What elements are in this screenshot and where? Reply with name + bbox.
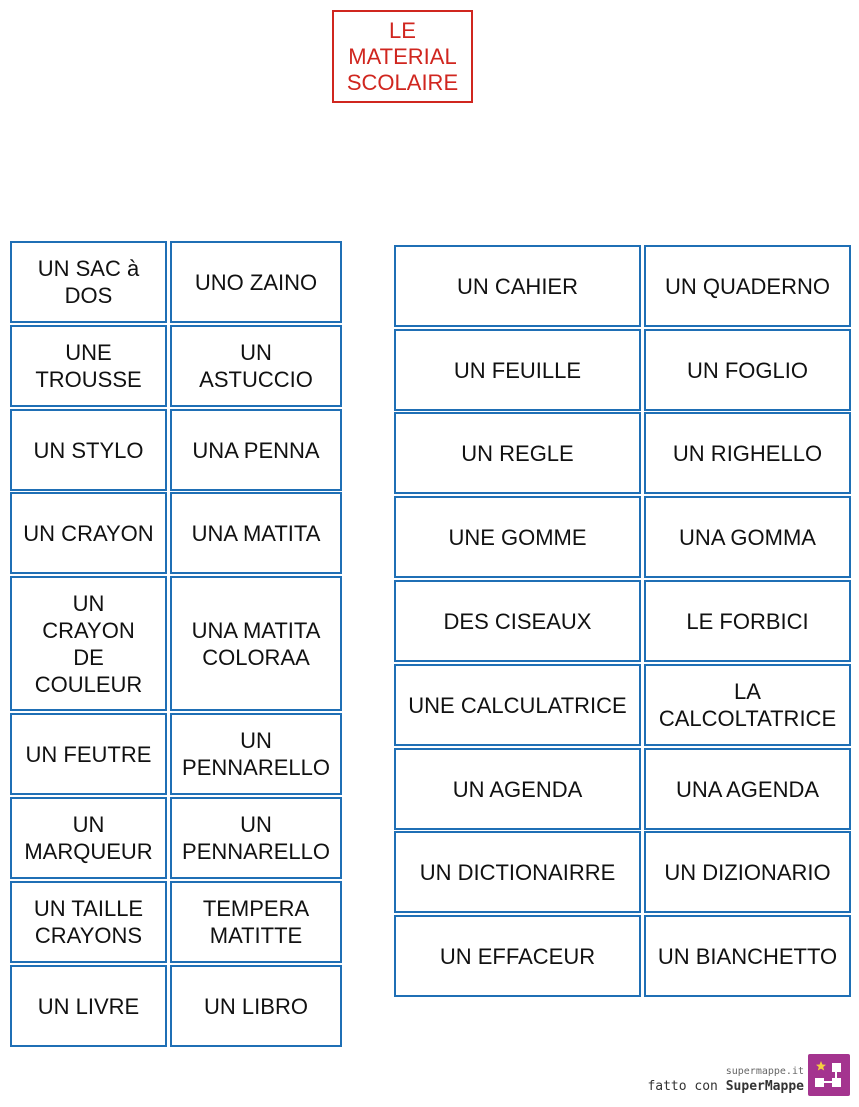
card-text-line: MATITTE xyxy=(209,923,303,948)
card-italian xyxy=(644,329,851,411)
card-french xyxy=(394,496,641,578)
card-text-line: UN BIANCHETTO xyxy=(657,943,838,969)
card-text-line: LE FORBICI xyxy=(686,608,809,634)
card-text-line: TEMPERA xyxy=(202,896,310,921)
card-text-line: UN LIVRE xyxy=(37,993,140,1019)
card-text-line: UN FEUILLE xyxy=(453,357,582,383)
card-italian xyxy=(644,748,851,830)
card-italian xyxy=(170,965,342,1047)
card-italian xyxy=(170,492,342,574)
card-italian xyxy=(170,881,342,963)
card-text-line: UN CAHIER xyxy=(456,273,578,299)
footer-brand: SuperMappe xyxy=(725,1079,804,1094)
card-text-line: DOS xyxy=(64,283,113,308)
card-text-line: UNO ZAINO xyxy=(194,269,318,295)
card-text-line: UN xyxy=(240,812,272,837)
supermappe-logo-icon xyxy=(808,1054,850,1096)
card-text-line: LA xyxy=(734,679,761,704)
card-text-line: UN STYLO xyxy=(33,437,144,463)
footer-credit xyxy=(640,1066,804,1096)
card-text-line: UN xyxy=(240,728,272,753)
card-italian xyxy=(644,580,851,662)
card-text-line: UN xyxy=(72,812,105,837)
card-french xyxy=(394,329,641,411)
card-french xyxy=(10,881,167,963)
card-text-line: UN SAC à xyxy=(37,256,140,281)
card-text-line: UN xyxy=(72,590,105,616)
card-text-line: UNE GOMME xyxy=(448,524,587,550)
card-text-line: UNA MATITA xyxy=(191,520,321,546)
card-italian xyxy=(170,713,342,795)
card-italian xyxy=(644,245,851,327)
card-text-line: CRAYONS xyxy=(34,923,143,948)
card-text-line: UN LIBRO xyxy=(204,993,308,1019)
card-italian xyxy=(170,409,342,491)
card-text-line: UNE CALCULATRICE xyxy=(408,692,627,718)
card-french xyxy=(10,409,167,491)
card-italian xyxy=(644,412,851,494)
card-text-line: UNA GOMMA xyxy=(679,524,816,550)
card-text-line: PENNARELLO xyxy=(182,839,330,864)
card-text-line: DE xyxy=(73,644,104,670)
card-french xyxy=(394,580,641,662)
card-text-line: UN DICTIONAIRRE xyxy=(419,859,616,885)
card-text-line: UNE xyxy=(65,340,112,365)
card-text-line: CALCOLTATRICE xyxy=(658,706,837,731)
footer-made-with xyxy=(640,1078,804,1096)
card-text-line: UN EFFACEUR xyxy=(439,943,596,969)
card-italian xyxy=(170,797,342,879)
card-french xyxy=(10,241,167,323)
card-french xyxy=(394,245,641,327)
card-italian xyxy=(170,576,342,711)
card-french xyxy=(10,797,167,879)
card-italian xyxy=(170,325,342,407)
footer-site: supermappe.it xyxy=(725,1066,804,1077)
card-text-line: UN TAILLE xyxy=(33,896,144,921)
card-text-line: UN xyxy=(240,340,272,365)
card-text-line: UNA PENNA xyxy=(192,437,320,463)
card-text-line: MARQUEUR xyxy=(24,839,153,864)
card-italian xyxy=(644,496,851,578)
card-french xyxy=(10,713,167,795)
card-text-line: UN CRAYON xyxy=(23,520,154,546)
card-text-line: COULEUR xyxy=(34,671,143,697)
card-text-line: UNA MATITA xyxy=(191,617,321,643)
card-text-line: COLORAA xyxy=(202,644,310,670)
card-text-line: UNA AGENDA xyxy=(675,776,820,802)
card-text-line: ASTUCCIO xyxy=(199,367,313,392)
card-text-line: UN QUADERNO xyxy=(664,273,830,299)
card-text-line: CRAYON xyxy=(42,617,135,643)
card-french xyxy=(10,325,167,407)
footer-made-prefix: fatto con xyxy=(647,1079,718,1094)
card-french xyxy=(394,412,641,494)
title-line-3: SCOLAIRE xyxy=(346,69,459,95)
title-line-1: LE xyxy=(389,17,416,43)
card-italian xyxy=(644,831,851,913)
card-french xyxy=(10,965,167,1047)
map-title xyxy=(332,10,473,103)
card-text-line: UN AGENDA xyxy=(452,776,583,802)
card-text-line: TROUSSE xyxy=(35,367,142,392)
card-french xyxy=(394,831,641,913)
card-italian xyxy=(644,915,851,997)
card-text-line: UN FOGLIO xyxy=(686,357,808,383)
card-french xyxy=(10,576,167,711)
card-text-line: UN REGLE xyxy=(461,440,574,466)
card-french xyxy=(394,664,641,746)
card-text-line: DES CISEAUX xyxy=(443,608,592,634)
card-french xyxy=(394,915,641,997)
card-italian xyxy=(644,664,851,746)
card-french xyxy=(10,492,167,574)
card-text-line: PENNARELLO xyxy=(182,755,330,780)
card-text-line: UN DIZIONARIO xyxy=(664,859,831,885)
card-french xyxy=(394,748,641,830)
card-text-line: UN FEUTRE xyxy=(25,741,152,767)
card-text-line: UN RIGHELLO xyxy=(672,440,823,466)
title-line-2: MATERIAL xyxy=(348,43,457,69)
card-italian xyxy=(170,241,342,323)
